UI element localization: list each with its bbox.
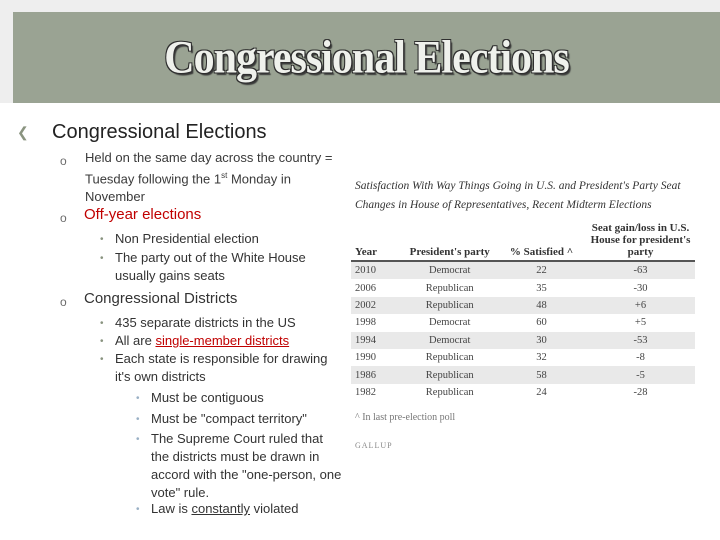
- item3-d2: Must be "compact territory": [151, 411, 307, 426]
- item2-sub2-line2: usually gains seats: [115, 268, 225, 283]
- cell-year: 2002: [351, 297, 402, 314]
- table-row: [351, 349, 695, 366]
- cell-seat-change: -53: [586, 332, 695, 349]
- circle-bullet-icon: o: [60, 211, 67, 225]
- table-header-row: [351, 220, 695, 261]
- item3-d3-line4: vote" rule.: [151, 485, 210, 500]
- dot-bullet-icon: •: [100, 336, 104, 347]
- col-header-satisfied: % Satisfied ^: [497, 220, 586, 261]
- cell-seat-change: -30: [633, 282, 648, 294]
- item3-d3-line1: The Supreme Court ruled that: [151, 431, 323, 446]
- dot-bullet-icon: •: [136, 504, 140, 515]
- cell-party: Republican: [402, 297, 497, 314]
- item3-d3: [151, 430, 341, 502]
- heading-bullet-icon: ❮: [17, 124, 29, 140]
- dot-bullet-icon: •: [100, 234, 104, 245]
- table-title-line2: Changes in House of Representatives, Recent Midterm Elections: [355, 199, 652, 211]
- cell-year: 1982: [355, 386, 376, 398]
- item3-d4-suffix: violated: [250, 501, 299, 516]
- item3-label: Congressional Districts: [84, 290, 238, 307]
- constantly-underlined: constantly: [191, 501, 251, 516]
- col-header-party: President's party: [402, 220, 497, 261]
- cell-party: Democrat: [402, 332, 497, 349]
- single-member-highlight: single-member districts: [155, 333, 290, 348]
- satisfaction-table: [351, 220, 695, 401]
- dot-bullet-icon: •: [100, 354, 104, 365]
- table-row: [351, 314, 695, 331]
- table-footnote: ^ In last pre-election poll: [355, 412, 456, 423]
- table-row: [351, 297, 695, 314]
- item3-d4-prefix: Law is: [151, 501, 192, 516]
- cell-year: 1986: [351, 366, 402, 383]
- item3-d3-line2: the districts must be drawn in: [151, 449, 320, 464]
- cell-party: Republican: [425, 352, 474, 364]
- cell-satisfied: 30: [497, 332, 586, 349]
- table-row: [351, 261, 695, 279]
- item1-line3: November: [85, 189, 145, 205]
- item1-line2-end: Monday in: [227, 171, 291, 187]
- table-row: [351, 384, 695, 401]
- table-row: [351, 279, 695, 296]
- cell-satisfied: 60: [536, 317, 547, 329]
- col-header-seat-change: Seat gain/loss in U.S. House for president's party: [586, 220, 695, 261]
- item2-sub2-line1: The party out of the White House: [115, 250, 306, 265]
- item3-sub3: [115, 350, 327, 386]
- cell-seat-change: -8: [636, 352, 645, 364]
- cell-year: 1994: [351, 332, 402, 349]
- item1-sup: st: [221, 171, 228, 180]
- cell-party: Democrat: [428, 317, 471, 329]
- cell-seat-change: -5: [586, 366, 695, 383]
- cell-party: Democrat: [402, 261, 497, 279]
- item3-d3-line3: accord with the "one-person, one: [151, 467, 342, 482]
- cell-party: Republican: [425, 282, 474, 294]
- slide-title: Congressional Elections: [164, 32, 569, 84]
- item2-sub2: [115, 249, 306, 285]
- dot-bullet-icon: •: [136, 414, 140, 425]
- cell-seat-change: +6: [586, 297, 695, 314]
- outline-heading: Congressional Elections: [52, 121, 267, 143]
- item1-line2: [85, 167, 333, 188]
- item3-sub3-line1: Each state is responsible for drawing: [115, 351, 328, 366]
- item3-d4: [151, 500, 298, 518]
- table-row: [351, 366, 695, 383]
- cell-satisfied: 35: [536, 282, 547, 294]
- cell-satisfied: 22: [497, 261, 586, 279]
- cell-year: 2010: [351, 261, 402, 279]
- item2-sub1: Non Presidential election: [115, 231, 259, 246]
- item1-line1: Held on the same day across the country =: [85, 150, 333, 165]
- table-title: [355, 177, 695, 215]
- dot-bullet-icon: •: [100, 253, 104, 264]
- circle-bullet-icon: o: [60, 295, 67, 309]
- cell-year: 1998: [355, 317, 376, 329]
- cell-seat-change: +5: [634, 317, 647, 329]
- dot-bullet-icon: •: [136, 434, 140, 445]
- cell-party: Republican: [402, 366, 497, 383]
- item3-sub1: 435 separate districts in the US: [115, 315, 296, 330]
- cell-satisfied: 58: [497, 366, 586, 383]
- title-separator: [0, 103, 720, 105]
- item1-line2-start: Tuesday following the 1: [85, 171, 222, 187]
- cell-satisfied: 24: [536, 386, 547, 398]
- cell-satisfied: 48: [497, 297, 586, 314]
- cell-seat-change: -63: [586, 261, 695, 279]
- item3-sub2-prefix: All are: [115, 333, 156, 348]
- cell-seat-change: -28: [633, 386, 648, 398]
- cell-year: 2006: [355, 282, 376, 294]
- cell-year: 1990: [355, 352, 376, 364]
- item2-label: Off-year elections: [84, 206, 202, 223]
- circle-bullet-icon: o: [60, 154, 67, 168]
- dot-bullet-icon: •: [100, 318, 104, 329]
- item1-text: [85, 149, 333, 206]
- table-title-line1: Satisfaction With Way Things Going in U.S. and President's Party Seat: [355, 180, 681, 192]
- col-header-year: Year: [351, 220, 402, 261]
- dot-bullet-icon: •: [136, 393, 140, 404]
- item3-d1: Must be contiguous: [151, 390, 264, 405]
- cell-satisfied: 32: [536, 352, 547, 364]
- item3-sub2: [115, 332, 289, 350]
- table-row: [351, 332, 695, 349]
- item3-sub3-line2: it's own districts: [115, 369, 206, 384]
- cell-party: Republican: [425, 386, 474, 398]
- gallup-source: GALLUP: [355, 441, 393, 450]
- table-body: [351, 261, 695, 401]
